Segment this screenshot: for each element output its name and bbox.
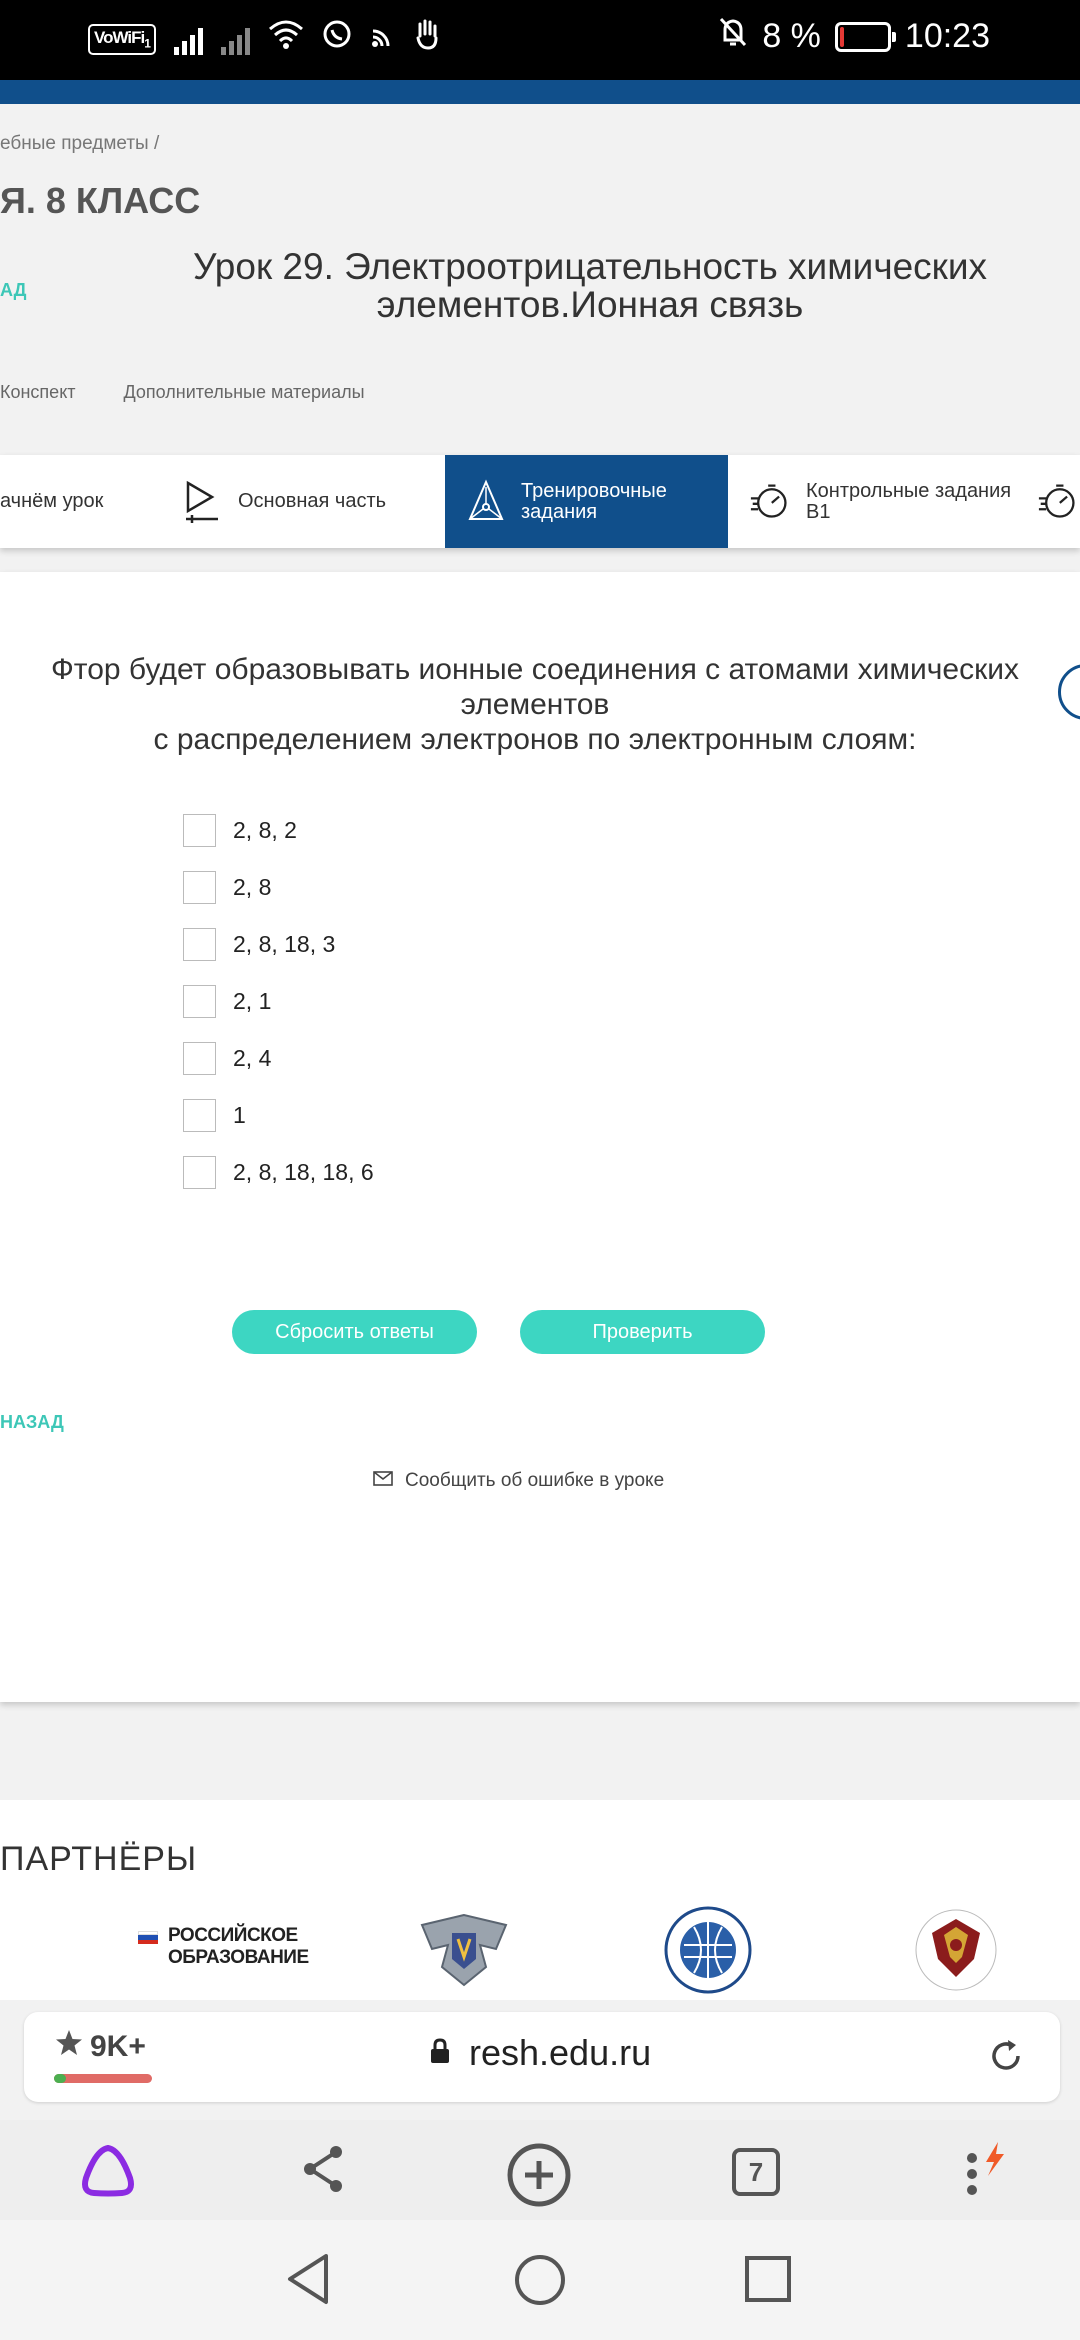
- battery-percent: 8 %: [762, 17, 821, 55]
- answer-checkbox[interactable]: [183, 1156, 216, 1189]
- lesson-steps: [0, 455, 1080, 548]
- status-left: [88, 18, 440, 61]
- answer-checkbox[interactable]: [183, 985, 216, 1018]
- back-triangle-icon[interactable]: [284, 2252, 332, 2311]
- military-historical-society-emblem-icon[interactable]: [910, 1905, 1002, 2000]
- clock: 10:23: [904, 17, 990, 55]
- step-label: ачнём урок: [0, 490, 104, 512]
- answer-checkbox[interactable]: [183, 1042, 216, 1075]
- question-line-2: с распределением электронов по электронным слоям:: [153, 723, 917, 756]
- address-bar[interactable]: [24, 2012, 1060, 2102]
- answer-label: 2, 1: [233, 988, 272, 1014]
- answer-label: 2, 8: [233, 874, 272, 900]
- step-label: Тренировочные задания: [521, 479, 667, 523]
- hand-icon: [414, 18, 440, 61]
- answer-checkbox[interactable]: [183, 814, 216, 847]
- partners-title: ПАРТНЁРЫ: [0, 1840, 198, 1878]
- reset-answers-button[interactable]: Сбросить ответы: [232, 1310, 477, 1354]
- timer-icon: [750, 478, 790, 526]
- site-rating[interactable]: [54, 2028, 146, 2066]
- site-header-bar: [0, 80, 1080, 104]
- answer-option[interactable]: [183, 802, 374, 859]
- ministry-emblem-icon[interactable]: [412, 1905, 516, 1994]
- battery-icon: [835, 22, 891, 52]
- triangle-icon: [467, 478, 505, 526]
- vowifi-icon: VoWiFi$_1$: [88, 24, 156, 54]
- answer-checkbox[interactable]: [183, 1099, 216, 1132]
- answer-option[interactable]: [183, 859, 374, 916]
- question-text: [20, 652, 1050, 757]
- answer-label: 2, 8, 2: [233, 817, 297, 843]
- answer-option[interactable]: [183, 916, 374, 973]
- play-icon: [182, 478, 222, 526]
- timer-icon: [1038, 478, 1078, 526]
- answer-option[interactable]: [183, 1144, 374, 1201]
- url-field[interactable]: [429, 2032, 651, 2074]
- answer-option[interactable]: [183, 1087, 374, 1144]
- home-circle-icon[interactable]: [513, 2253, 567, 2312]
- help-icon[interactable]: [1058, 664, 1080, 720]
- partners-section: [0, 1800, 1080, 2000]
- menu-icon[interactable]: [964, 2142, 1014, 2207]
- rating-count: 9K+: [90, 2030, 146, 2063]
- answer-label: 2, 8, 18, 3: [233, 931, 336, 957]
- lesson-tabs: [0, 382, 365, 403]
- tabs-button[interactable]: [732, 2148, 780, 2196]
- answer-label: 2, 4: [233, 1045, 272, 1071]
- russia-flag-icon: [138, 1931, 158, 1944]
- browser-toolbar: [0, 2120, 1080, 2220]
- answer-checkbox[interactable]: [183, 928, 216, 961]
- alice-icon[interactable]: [76, 2142, 140, 2205]
- step-start[interactable]: [0, 455, 170, 548]
- answer-label: 2, 8, 18, 18, 6: [233, 1159, 374, 1185]
- task-card: [0, 572, 1080, 1702]
- cast-icon: [370, 20, 396, 60]
- signal-icon: [174, 25, 203, 55]
- step-control-tasks-b1[interactable]: [728, 455, 1018, 548]
- wifi-icon: [268, 19, 304, 60]
- lesson-title: Урок 29. Электроотрицательность химических элементов.Ионная связь: [192, 246, 988, 325]
- status-bar: [0, 0, 1080, 80]
- signal-2-icon: [221, 25, 250, 55]
- step-main-part[interactable]: [170, 455, 445, 548]
- share-icon[interactable]: [298, 2142, 348, 2201]
- tab-konspekt[interactable]: Конспект: [0, 382, 76, 402]
- system-navigation-bar: [0, 2220, 1080, 2340]
- status-right: [718, 16, 990, 57]
- recents-square-icon[interactable]: [744, 2255, 792, 2308]
- browser-omnibox-area: [0, 2000, 1080, 2120]
- back-link-bottom[interactable]: НАЗАД: [0, 1412, 64, 1432]
- battery-level: [840, 27, 844, 47]
- russian-education-logo[interactable]: [138, 1925, 309, 1969]
- tab-count: 7: [732, 2148, 780, 2196]
- breadcrumb[interactable]: ебные предметы /: [0, 133, 160, 154]
- answer-checkbox[interactable]: [183, 871, 216, 904]
- answer-option[interactable]: [183, 973, 374, 1030]
- step-label: Контрольные задания В1: [806, 479, 1012, 523]
- step-training-tasks[interactable]: [445, 455, 728, 548]
- ro-logo-line-1: РОССИЙСКОЕ: [168, 1925, 298, 1946]
- step-control-tasks-b2[interactable]: [1018, 455, 1080, 548]
- step-label: Основная часть: [238, 490, 387, 512]
- geographic-society-emblem-icon[interactable]: [660, 1905, 756, 2000]
- reload-icon[interactable]: [986, 2036, 1026, 2081]
- answer-options: [183, 802, 374, 1201]
- star-icon: [54, 2028, 84, 2066]
- answer-label: 1: [233, 1102, 246, 1128]
- url-text: resh.edu.ru: [469, 2032, 652, 2073]
- tab-extra-materials[interactable]: Дополнительные материалы: [123, 382, 365, 402]
- whatsapp-icon: [322, 19, 352, 60]
- ro-logo-line-2: ОБРАЗОВАНИЕ: [168, 1947, 309, 1968]
- report-error-label: Сообщить об ошибке в уроке: [405, 1470, 665, 1491]
- envelope-icon: [373, 1470, 393, 1492]
- new-tab-icon[interactable]: [506, 2142, 572, 2213]
- subject-title: Я. 8 КЛАСС: [0, 180, 201, 221]
- check-button[interactable]: Проверить: [520, 1310, 765, 1354]
- question-line-1: Фтор будет образовывать ионные соединения с атомами химических элементов: [51, 653, 1019, 721]
- back-link-top[interactable]: АД: [0, 280, 27, 300]
- lock-icon: [429, 2032, 451, 2074]
- bell-off-icon: [718, 16, 748, 57]
- rating-bar: [54, 2074, 152, 2083]
- report-error-link[interactable]: [373, 1470, 664, 1492]
- answer-option[interactable]: [183, 1030, 374, 1087]
